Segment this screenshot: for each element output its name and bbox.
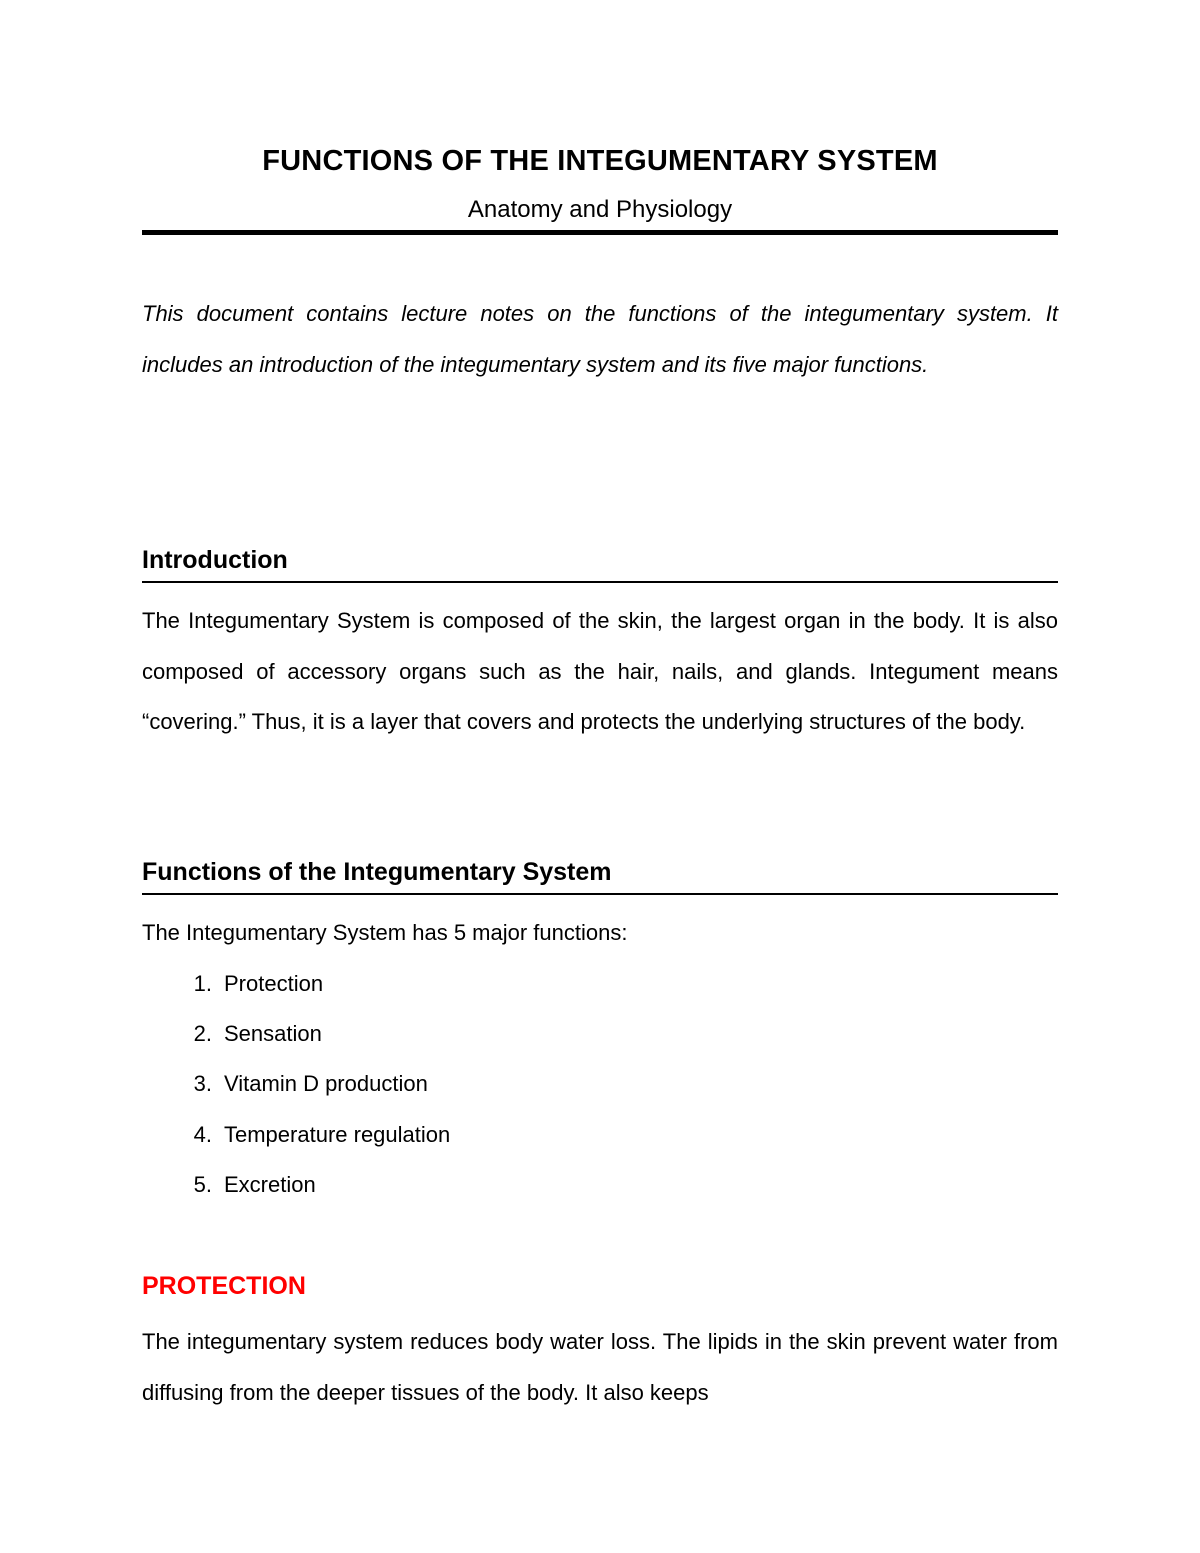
functions-intro: The Integumentary System has 5 major functions: [142,920,628,945]
list-item-number: 3. [193,1071,212,1097]
functions-divider [142,893,1058,895]
list-item-label: Temperature regulation [224,1121,451,1147]
list-item-number: 5. [193,1171,212,1197]
list-item-label: Protection [224,971,324,996]
list-item [142,1160,1058,1210]
list-item [142,959,1058,1009]
document-title: FUNCTIONS OF THE INTEGUMENTARY SYSTEM [262,145,938,177]
functions-list [142,959,1058,1210]
document-subtitle: Anatomy and Physiology [467,196,733,223]
introduction-paragraph: The Integumentary System is composed of the skin, the largest organ in the body. It is also composed of accessory organs such as the hair, nails, and glands. Integument means “covering.” Thus, it is a layer that covers and protects the underlying structures of the body. [142,608,1058,734]
list-item-number: 1. [193,971,212,996]
protection-heading: PROTECTION [142,1272,306,1300]
list-item-number: 2. [193,1021,212,1047]
list-item [142,1110,1058,1160]
list-item [142,1009,1058,1059]
protection-paragraph: The integumentary system reduces body water loss. The lipids in the skin prevent water from diffusing from the deeper tissues of the body. It also keeps [142,1329,1058,1405]
functions-heading: Functions of the Integumentary System [142,858,612,886]
list-item-label: Sensation [224,1021,322,1047]
abstract-paragraph: This document contains lecture notes on the functions of the integumentary system. It includes an introduction of the integumentary system and its five major functions. [142,301,1058,377]
introduction-heading: Introduction [142,546,288,574]
title-divider [142,230,1058,235]
list-item-label: Vitamin D production [224,1071,428,1097]
list-item [142,1059,1058,1109]
introduction-divider [142,581,1058,583]
list-item-number: 4. [193,1121,212,1147]
list-item-label: Excretion [224,1171,316,1197]
